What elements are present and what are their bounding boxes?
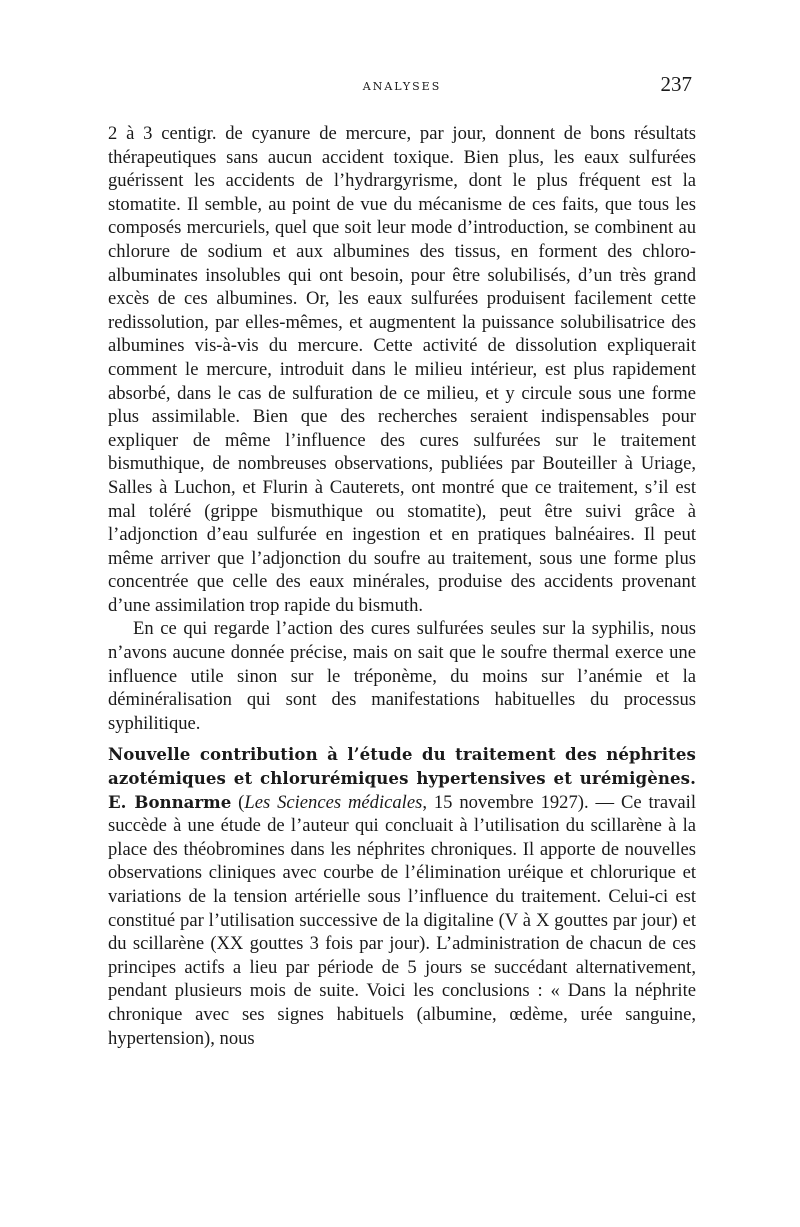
abstract-title: Nouvelle contribution à l’étude du traitement des néphrites azotémiques et chlorurémiques hypertensives et urémigènes. xyxy=(108,744,696,789)
page-number: 237 xyxy=(660,72,692,96)
abstract-text: — Ce travail succède à une étude de l’auteur qui concluait à l’utilisation du scillarène à la place des théobromines dans les néphrites chroniques. Il apporte de nouvelles observations cliniques avec courbe de l’élimination uréique et chlorurique et variations de la tension artérielle sous l’influence du traitement. Celui-ci est constitué par l’utilisation successive de la digitaline (V à X gouttes par jour) et du scillarène (XX gouttes 3 fois par jour). L’administration de chacun de ces principes actifs a lieu par période de 5 jours se succédant alternativement, pendant plusieurs mois de suite. Voici les conclusions : « Dans la néphrite chronique avec ses signes habituels (albumine, œdème, urée sanguine, hypertension), nous xyxy=(108,791,696,1049)
paragraph-continued: 2 à 3 centigr. de cyanure de mercure, par jour, donnent de bons résultats thérapeutiques sans aucun accident toxique. Bien plus, les eaux sulfurées guérissent les accidents de l’hydrargyrisme, dont le plus fréquent est la stomatite. Il semble, au point de vue du mécanisme de ces faits, que tous les composés mercuriels, quel que soit leur mode d’introduction, se combinent au chlorure de sodium et aux albumines des tissus, en forment des chloro-albuminates insolubles qui ont besoin, pour être solubilisés, d’un très grand excès de ces albumines. Or, les eaux sulfurées produisent facilement cette redissolution, par elles-mêmes, et augmentent la puissance solubilisatrice des albumines vis-à-vis du mercure. Cette activité de dissolution expliquerait comment le mercure, introduit dans le milieu intérieur, est plus rapidement absorbé, dans le cas de sulfuration de ce milieu, et y circule sous une forme plus assimilable. Bien que des recherches seraient indispensables pour expliquer de même l’influence des cures sulfurées sur le traitement bismuthique, de nombreuses observations, publiées par Bouteiller à Uriage, Salles à Luchon, et Flurin à Cauterets, ont montré que ce traitement, s’il est mal toléré (grippe bismuthique ou stomatite), peut être suivi grâce à l’adjonction d’eau sulfurée en ingestion et en pratiques balnéaires. Il peut même arriver que l’adjonction du soufre au traitement, sous une forme plus concentrée que celle des eaux minérales, produise des accidents provenant d’une assimilation trop rapide du bismuth. xyxy=(108,123,696,616)
book-page xyxy=(108,70,696,1050)
source-journal: Les Sciences médicales xyxy=(244,791,423,813)
paragraph-syphilis: En ce qui regarde l’action des cures sulfurées seules sur la syphilis, nous n’avons aucune donnée précise, mais on sait que le soufre thermal exerce une influence utile sinon sur le tréponème, du moins sur l’anémie et la déminéralisation qui sont des manifestations habituelles du processus syphilitique. xyxy=(108,618,696,734)
abstract-entry xyxy=(108,743,696,1050)
running-title: ANALYSES xyxy=(362,80,442,93)
abstract-author: E. Bonnarme xyxy=(108,791,232,812)
source-date: , 15 novembre 1927). xyxy=(422,791,589,813)
source-open-paren: ( xyxy=(238,791,245,813)
running-header xyxy=(108,70,696,106)
body-text xyxy=(108,122,696,1050)
